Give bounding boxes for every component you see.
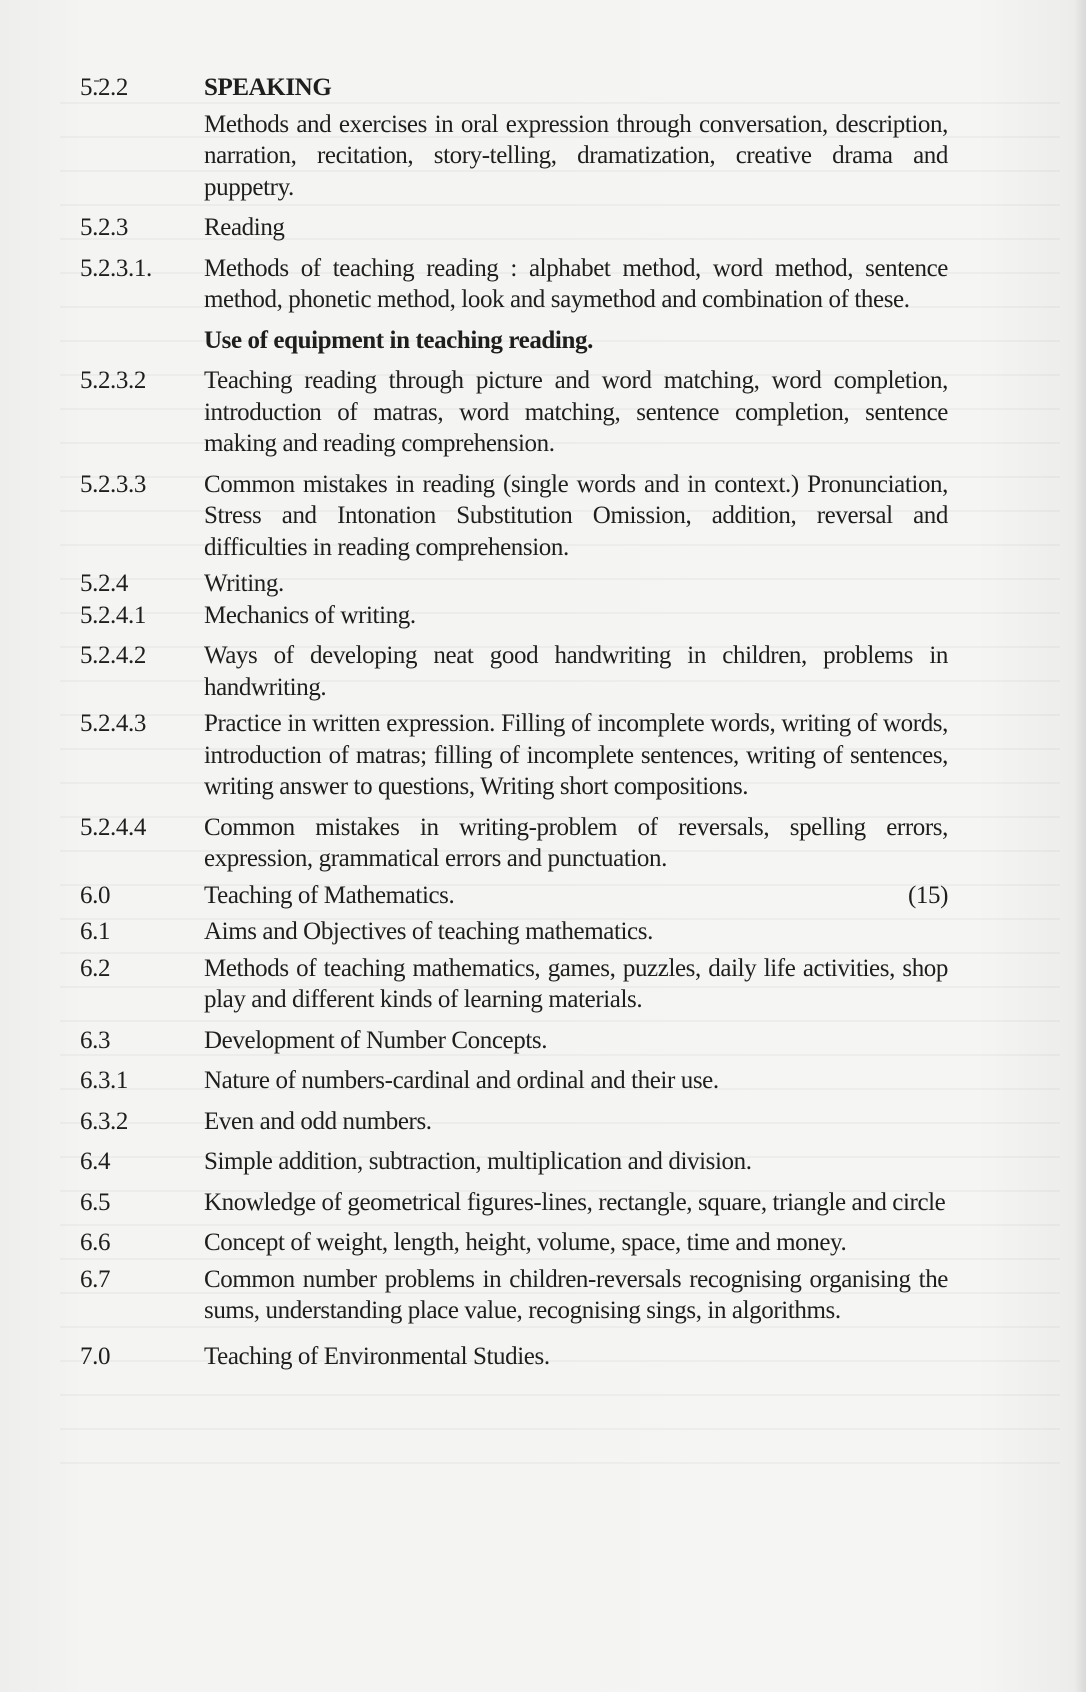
section-text: Methods of teaching mathematics, games, puzzles, daily life activities, shop play and different kinds of learning materials. (204, 954, 948, 1013)
section-number: 5.2.3.3 (80, 470, 146, 498)
syllabus-content (80, 72, 950, 1372)
section-number: 6.0 (80, 881, 111, 909)
section-6-1 (80, 916, 950, 948)
section-text: Teaching reading through picture and word matching, word completion, introduction of matras, word matching, sentence completion, sentence making and reading comprehension. (204, 367, 948, 457)
section-text: Use of equipment in teaching reading. (204, 326, 593, 354)
section-5-2-4-2 (80, 640, 950, 703)
section-5-2-3-1 (80, 253, 950, 316)
section-number: 6.4 (80, 1148, 111, 1175)
section-5-2-4-3 (80, 708, 950, 803)
section-text: Methods and exercises in oral expression through conversation, description, narration, recitation, story-telling, dramatization, creative drama and puppetry. (204, 110, 948, 201)
section-number: 6.7 (80, 1265, 111, 1293)
section-number: 6.3.1 (80, 1067, 129, 1094)
section-text: Reading (204, 214, 285, 241)
section-6-5 (80, 1187, 950, 1219)
section-6-3-2 (80, 1106, 950, 1138)
section-text: Common mistakes in writing-problem of reversals, spelling errors, expression, grammatical errors and punctuation. (204, 813, 948, 872)
section-text: Even and odd numbers. (204, 1107, 432, 1135)
section-number: 6.1 (80, 918, 111, 945)
section-text: Knowledge of geometrical figures-lines, rectangle, square, triangle and circle (204, 1188, 946, 1216)
section-number: 6.5 (80, 1188, 111, 1216)
section-number: 5.2.3.2 (80, 367, 146, 394)
section-number: 5.2.3 (80, 214, 129, 241)
page-edge-shadow (1074, 0, 1086, 1692)
section-5-2-3-3 (80, 469, 950, 564)
section-number: 6.6 (80, 1229, 111, 1256)
marks-label: (15) (907, 881, 948, 909)
section-text: Common mistakes in reading (single words and in context.) Pronunciation, Stress and Intonation Substitution Omission, addition, reversal and difficulties in reading comprehension. (204, 470, 948, 561)
section-text: Simple addition, subtraction, multiplication and division. (204, 1148, 752, 1175)
section-text: Concept of weight, length, height, volume, space, time and money. (204, 1229, 847, 1256)
section-6-3-1 (80, 1065, 950, 1097)
section-number: 6.3.2 (80, 1107, 129, 1135)
section-number: 5.2.3.1. (80, 254, 152, 282)
section-number: 5.2.4.1 (80, 601, 146, 629)
section-5-2-3-2 (80, 365, 950, 460)
section-5-2-2 (80, 72, 950, 203)
section-number: 5.2.4.2 (80, 642, 146, 669)
equipment-subheading (80, 325, 950, 357)
section-6-4 (80, 1146, 950, 1178)
section-number: 5.2.4.4 (80, 813, 146, 841)
section-5-2-4-4 (80, 812, 950, 875)
section-5-2-3 (80, 212, 950, 244)
section-text: Teaching of Mathematics. (204, 881, 455, 909)
section-6-3 (80, 1025, 950, 1057)
section-5-2-4 (80, 568, 950, 600)
section-text: Ways of developing neat good handwriting in children, problems in handwriting. (204, 642, 948, 701)
section-text: Mechanics of writing. (204, 601, 416, 629)
section-6-0 (80, 880, 950, 912)
section-text: Methods of teaching reading : alphabet method, word method, sentence method, phonetic method, look and saymethod and combination of these. (204, 254, 948, 313)
section-text: Writing. (204, 570, 284, 597)
section-number: 5.2.4 (80, 570, 129, 597)
section-number: 7.0 (80, 1342, 111, 1370)
section-text: Common number problems in children-reversals recognising organising the sums, understanding place value, recognising sings, in algorithms. (204, 1265, 948, 1324)
section-text: Nature of numbers-cardinal and ordinal and their use. (204, 1067, 719, 1094)
section-6-2 (80, 953, 950, 1016)
section-6-7 (80, 1264, 950, 1327)
section-text: Aims and Objectives of teaching mathematics. (204, 918, 653, 945)
section-text: Development of Number Concepts. (204, 1026, 548, 1054)
section-text: Teaching of Environmental Studies. (204, 1342, 550, 1370)
section-text: Practice in written expression. Filling of incomplete words, writing of words, introduction of matras; filling of incomplete sentences, writing of sentences, writing answer to questions, Writing short compositions. (204, 710, 948, 800)
section-number: 5.2.4.3 (80, 710, 146, 737)
section-number: 5.2.2 (80, 74, 129, 101)
section-6-6 (80, 1227, 950, 1259)
section-number: 6.3 (80, 1026, 111, 1054)
section-heading: SPEAKING (204, 74, 332, 101)
section-5-2-4-1 (80, 600, 950, 632)
section-7-0 (80, 1341, 950, 1373)
section-number: 6.2 (80, 954, 111, 982)
